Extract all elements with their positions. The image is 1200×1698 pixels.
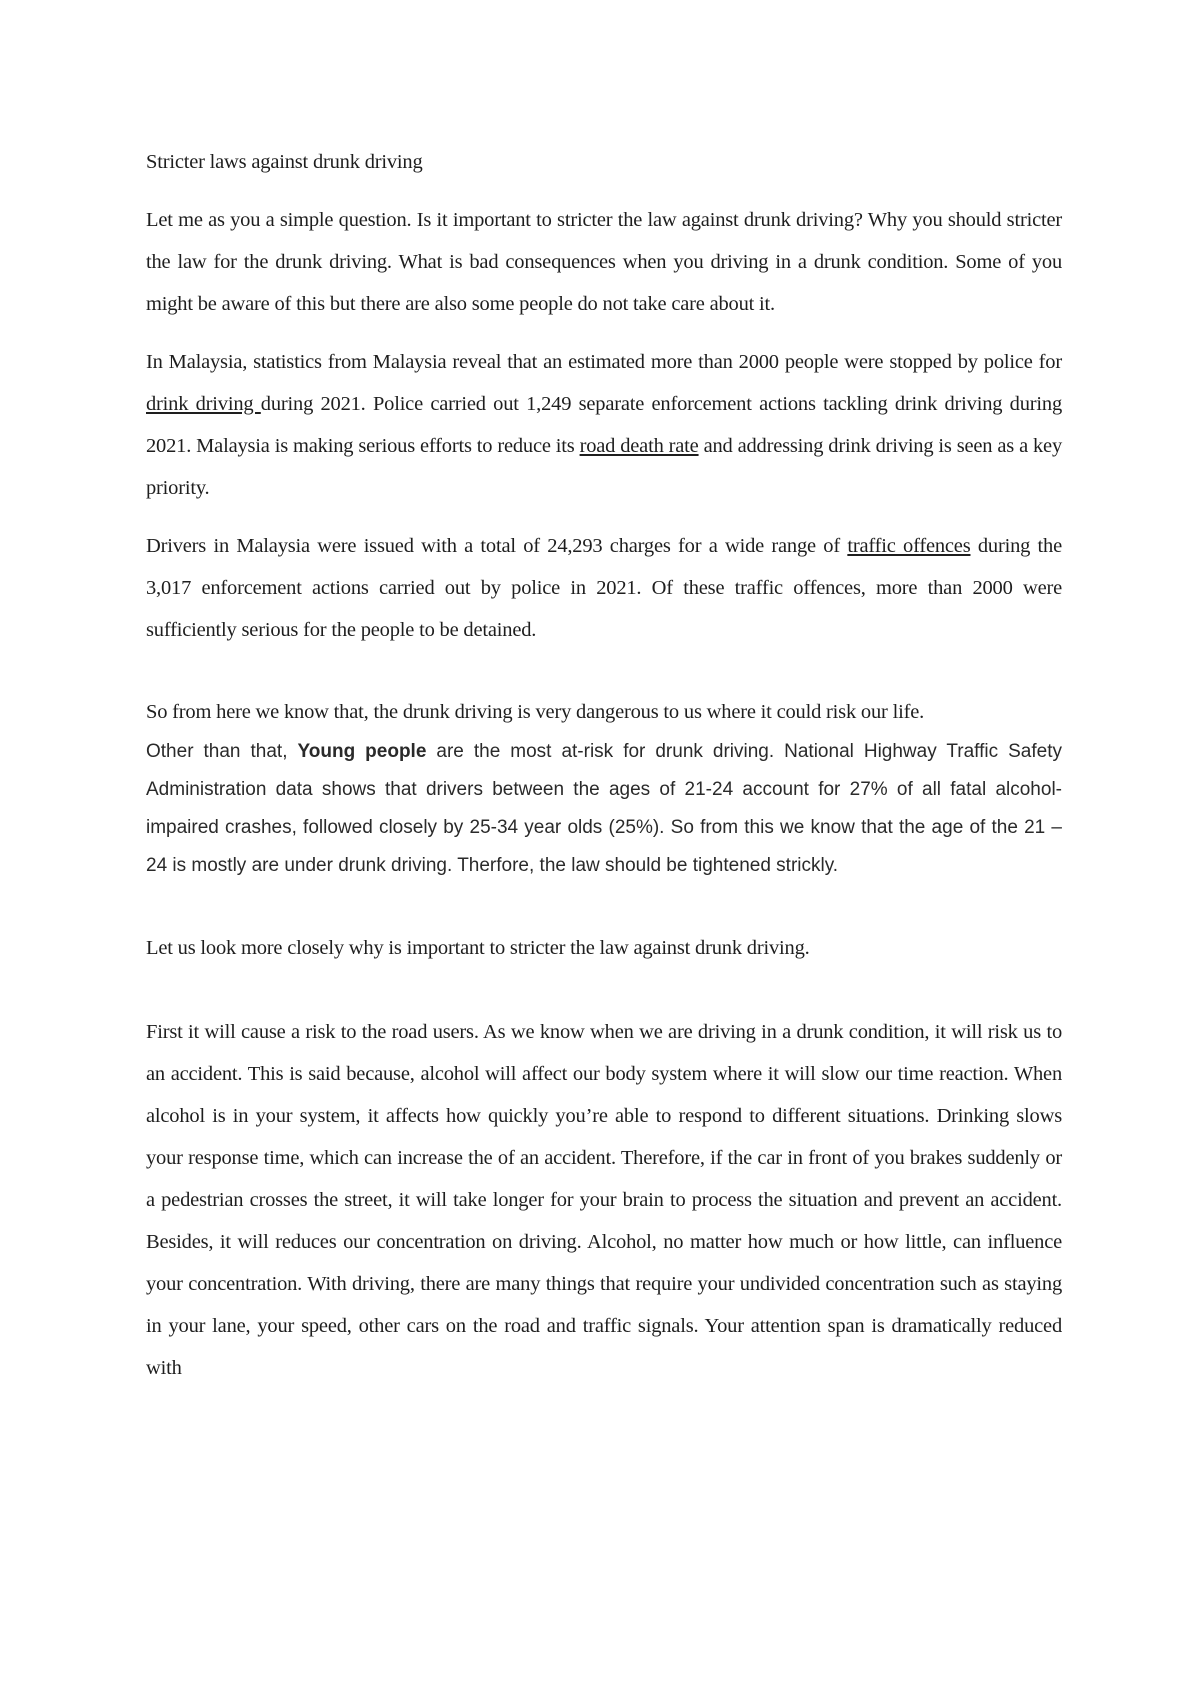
traffic-offences-link[interactable]: traffic offences (847, 535, 971, 557)
text-span: during the 3,017 enforcement actions carried out by police in 2021. Of these traffic offences, more than 2000 were sufficiently serious for the people to be detained. (146, 535, 1062, 641)
text-span: and addressing drink driving is seen as a key priority. (146, 435, 1062, 499)
closer-look-paragraph: Let us look more closely why is important to stricter the law against drunk driving. (146, 937, 810, 959)
drink-driving-link[interactable]: drink driving (146, 393, 261, 415)
young-people-bold: Young people (297, 741, 427, 762)
road-death-rate-link[interactable]: road death rate (579, 435, 699, 457)
road-users-risk-paragraph: First it will cause a risk to the road users. As we know when we are driving in a drunk condition, it will risk us to an accident. This is said because, alcohol will affect our body system where it will slow our time reaction. When alcohol is in your system, it affects how quickly you’re able to respond to different situations. Drinking slows your response time, which can increase the of an accident. Therefore, if the car in front of you brakes suddenly or a pedestrian crosses the street, it will take longer for your brain to process the situation and prevent an accident. Besides, it will reduces our concentration on driving. Alcohol, no matter how much or how little, can influence your concentration. With driving, there are many things that require your undivided concentration such as staying in your lane, your speed, other cars on the road and traffic signals. Your attention span is dramatically reduced with (146, 1021, 1062, 1379)
text-span: are the most at-risk for drunk driving. National Highway Traffic Safety Administration data shows that drivers between the ages of 21-24 account for 27% of all fatal alcohol-impaired crashes, followed closely by 25-34 year olds (25%). So from this we know that the age of the 21 – 24 is mostly are under drunk driving. Therfore, the law should be tightened strickly. (146, 741, 1062, 876)
text-span: Drivers in Malaysia were issued with a total of 24,293 charges for a wide range of (146, 535, 848, 557)
text-span: during 2021. Police carried out 1,249 separate enforcement actions tackling drink driving during 2021. Malaysia is making serious efforts to reduce its (146, 393, 1062, 457)
document-title: Stricter laws against drunk driving (146, 151, 423, 173)
traffic-charges-paragraph (146, 525, 1062, 651)
intro-paragraph: Let me as you a simple question. Is it important to stricter the law against drunk driving? Why you should stricter the law for the drunk driving. What is bad consequences when you driving in a drunk condition. Some of you might be aware of this but there are also some people do not take care about it. (146, 209, 1062, 315)
text-span: In Malaysia, statistics from Malaysia reveal that an estimated more than 2000 people were stopped by police for (146, 351, 1062, 373)
danger-paragraph: So from here we know that, the drunk driving is very dangerous to us where it could risk our life. (146, 701, 925, 723)
document-page (146, 141, 1062, 1389)
young-people-paragraph (146, 733, 1062, 885)
text-span: Other than that, (146, 741, 298, 762)
malaysia-statistics-paragraph (146, 341, 1062, 509)
